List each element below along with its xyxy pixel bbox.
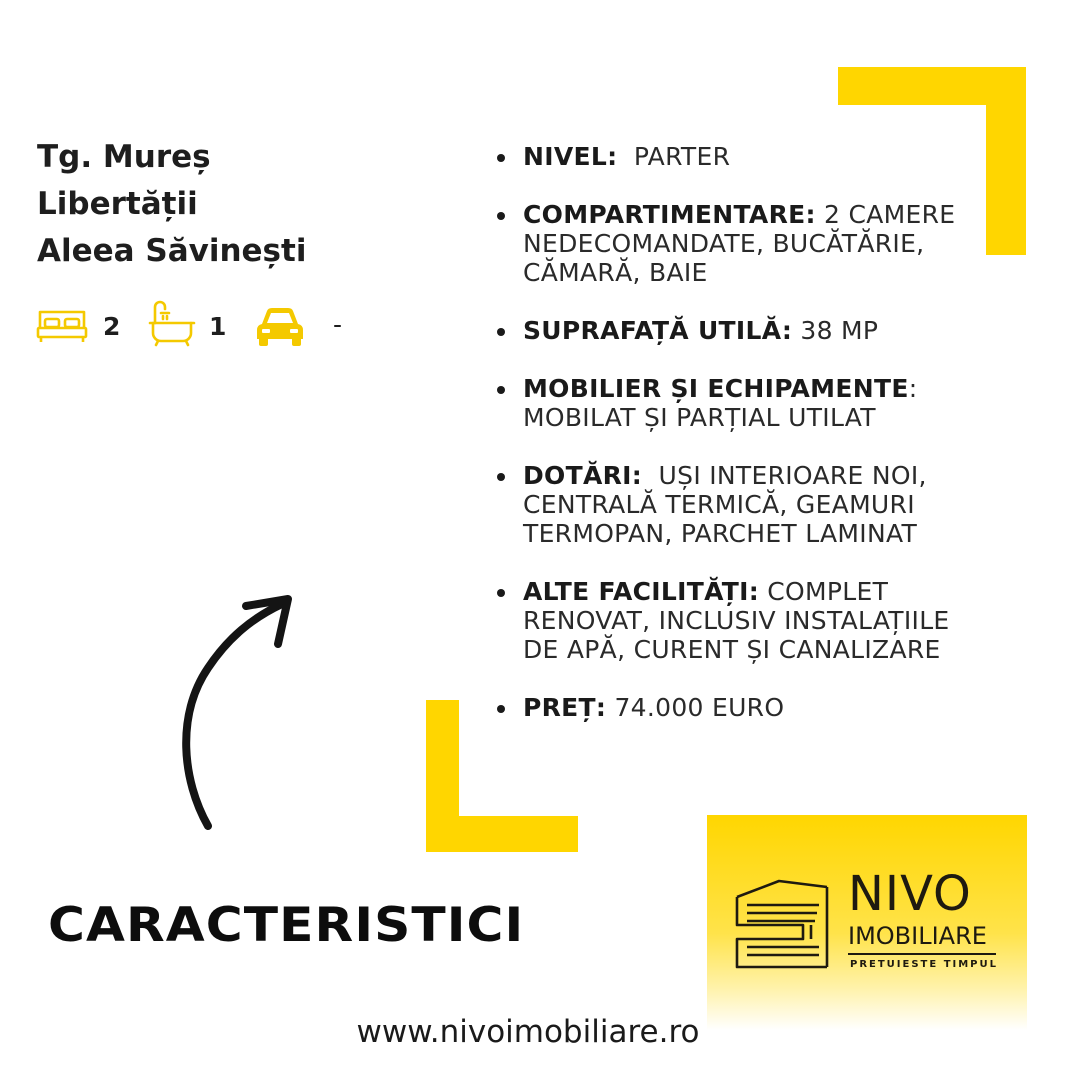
feature-label: COMPARTIMENTARE: [523, 200, 816, 229]
logo-brand: NIVO [848, 866, 972, 922]
feature-item-pret [495, 693, 975, 722]
location-block [37, 134, 417, 275]
parking-count: - [333, 310, 343, 339]
features-list [495, 142, 975, 751]
feature-item-mobilier [495, 374, 975, 432]
feature-value: COMPLET RENOVAT, INCLUSIV INSTALAȚIILE DE APĂ, CURENT ȘI CANALIZARE [523, 577, 950, 664]
yellow-corner-top-vertical [986, 67, 1026, 255]
bathrooms-count: 1 [209, 312, 227, 341]
logo-divider [848, 953, 996, 955]
feature-item-nivel [495, 142, 975, 171]
location-district: Libertății [37, 186, 198, 222]
car-icon [254, 306, 306, 352]
website-link[interactable]: www.nivoimobiliare.ro [356, 1014, 700, 1050]
feature-item-alte-facilitati [495, 577, 975, 664]
logo-subtitle: IMOBILIARE [848, 922, 987, 950]
feature-label: SUPRAFAȚĂ UTILĂ: [523, 316, 793, 345]
bedrooms-count: 2 [103, 312, 121, 341]
section-title: CARACTERISTICI [48, 898, 525, 953]
feature-value: 2 CAMERE NEDECOMANDATE, BUCĂTĂRIE, CĂMARĂ, BAIE [523, 200, 956, 287]
feature-value: 38 MP [792, 316, 879, 345]
feature-label: NIVEL: [523, 142, 618, 171]
yellow-corner-bottom-horizontal [426, 816, 578, 852]
feature-item-dotari [495, 461, 975, 548]
bathtub-icon [147, 299, 197, 351]
logo-slogan: PRETUIESTE TIMPUL [850, 959, 999, 970]
feature-value: PARTER [617, 142, 731, 171]
feature-label: ALTE FACILITĂȚI: [523, 577, 760, 606]
feature-item-compartimentare [495, 200, 975, 287]
feature-label: PREȚ: [523, 693, 607, 722]
building-logo-icon [733, 877, 833, 976]
location-street: Aleea Săvinești [37, 233, 307, 269]
feature-value: UȘI INTERIOARE NOI, CENTRALĂ TERMICĂ, GEAMURI TERMOPAN, PARCHET LAMINAT [523, 461, 936, 548]
feature-label: MOBILIER ȘI ECHIPAMENTE [523, 374, 909, 403]
bed-icon [36, 308, 88, 348]
feature-item-suprafata [495, 316, 975, 345]
curved-arrow-icon [170, 590, 310, 839]
feature-label: DOTĂRI: [523, 461, 643, 490]
feature-value: : MOBILAT ȘI PARȚIAL UTILAT [523, 374, 918, 432]
feature-value: 74.000 EURO [606, 693, 785, 722]
location-city: Tg. Mureș [37, 139, 211, 175]
